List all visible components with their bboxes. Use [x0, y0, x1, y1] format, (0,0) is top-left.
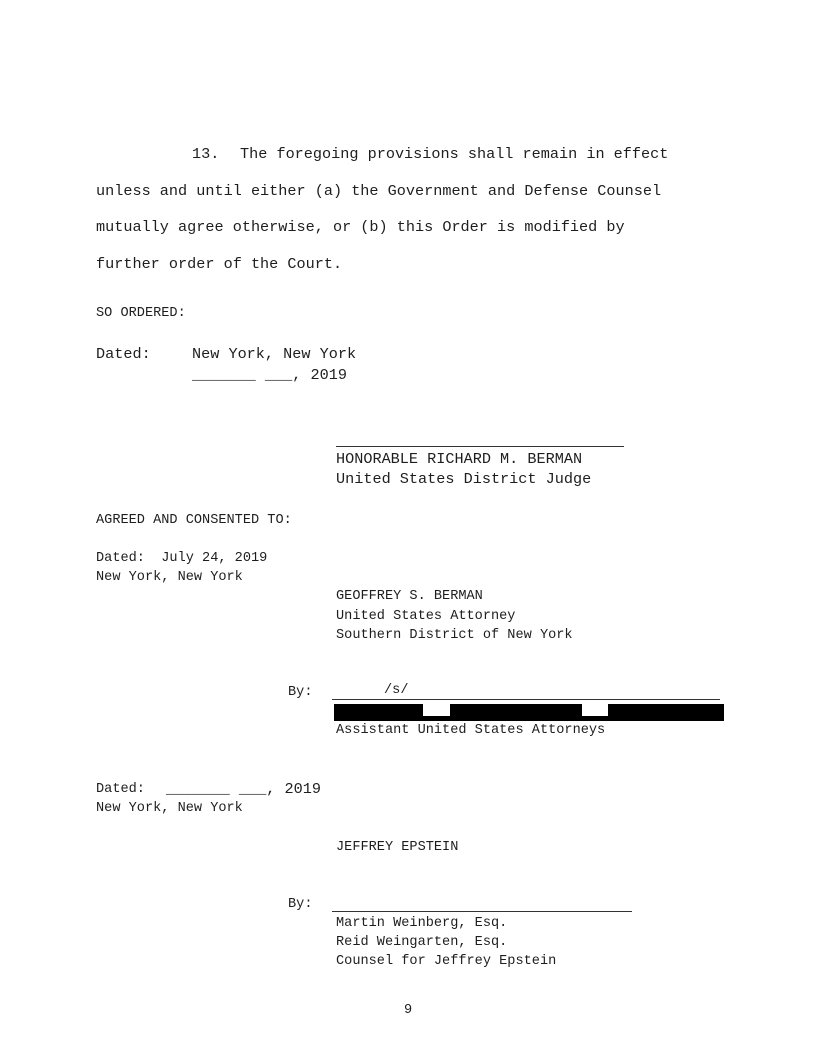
court-dated-label: Dated: [96, 345, 151, 363]
redaction-block [450, 704, 582, 721]
paragraph-number: 13. [192, 145, 220, 163]
defense-date-line: _______ ___, 2019 [166, 780, 321, 798]
redaction-block [582, 716, 608, 721]
attorney-title: United States Attorney [336, 609, 516, 624]
paragraph-line-1: The foregoing provisions shall remain in effect [240, 145, 669, 163]
judge-title: United States District Judge [336, 470, 592, 488]
agreed-heading: AGREED AND CONSENTED TO: [96, 513, 292, 528]
redaction-block [423, 716, 450, 721]
government-signature: /s/ [384, 683, 409, 698]
redaction-block [608, 704, 724, 721]
so-ordered-heading: SO ORDERED: [96, 306, 186, 321]
judge-signature-line [336, 446, 624, 447]
government-signature-line [332, 699, 720, 700]
redaction-block [334, 704, 423, 721]
attorney-name: GEOFFREY S. BERMAN [336, 589, 483, 604]
counsel-role: Counsel for Jeffrey Epstein [336, 954, 557, 969]
court-dated-place: New York, New York [192, 345, 357, 363]
paragraph-line-3: mutually agree otherwise, or (b) this Order is modified by [96, 218, 625, 236]
defense-by-label: By: [288, 897, 313, 912]
counsel-name-1: Martin Weinberg, Esq. [336, 916, 508, 931]
defense-signature-line [332, 911, 632, 912]
page-number: 9 [404, 1003, 413, 1018]
judge-name: HONORABLE RICHARD M. BERMAN [336, 450, 583, 468]
paragraph-line-4: further order of the Court. [96, 255, 343, 273]
government-dated: Dated: July 24, 2019 [96, 551, 268, 566]
paragraph-line-2: unless and until either (a) the Government and Defense Counsel [96, 182, 662, 200]
counsel-name-2: Reid Weingarten, Esq. [336, 935, 508, 950]
government-place: New York, New York [96, 570, 243, 585]
defense-place: New York, New York [96, 801, 243, 816]
defendant-name: JEFFREY EPSTEIN [336, 840, 459, 855]
court-date-line: _______ ___, 2019 [192, 366, 347, 384]
assistant-attorneys-title: Assistant United States Attorneys [336, 723, 606, 738]
government-by-label: By: [288, 685, 313, 700]
district-name: Southern District of New York [336, 628, 573, 643]
defense-dated-label: Dated: [96, 782, 145, 797]
